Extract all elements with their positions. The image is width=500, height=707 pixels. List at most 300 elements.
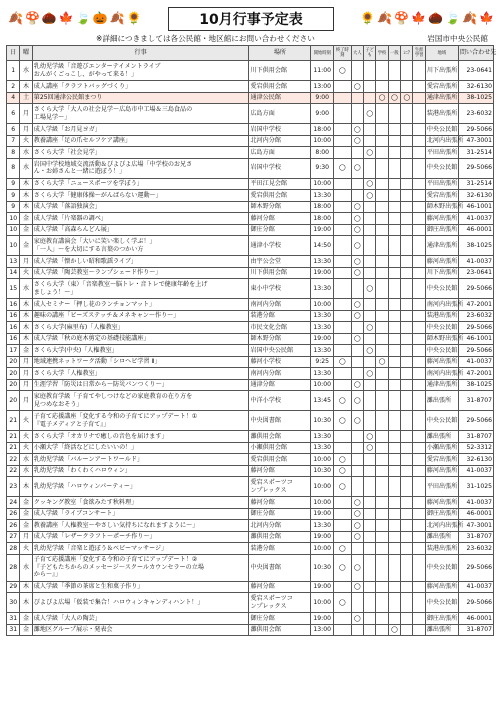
- event-cell: さくら大学「人権教室」: [32, 368, 249, 380]
- table-row: [7, 224, 494, 236]
- place-cell: 広島方面: [249, 104, 311, 124]
- senior-mark: [401, 543, 413, 555]
- phone-cell: 32-6130: [458, 190, 493, 202]
- school-mark: [376, 345, 388, 357]
- contact-cell: 藤河出張所: [425, 581, 458, 593]
- senior-mark: [401, 368, 413, 380]
- end-time-cell: [334, 310, 352, 322]
- contact-cell: 川下出張所: [425, 61, 458, 81]
- child-mark: [363, 124, 375, 136]
- contact-cell: 川下出張所: [425, 267, 458, 279]
- start-time-cell: 11:00: [311, 61, 334, 81]
- school-mark: [376, 322, 388, 334]
- contact-cell: 平田出張所: [425, 477, 458, 497]
- contact-cell: 藤河出張所: [425, 465, 458, 477]
- event-cell: 乳幼児学級「バルーンアートワールド」: [32, 454, 249, 466]
- phone-cell: 23-6032: [458, 543, 493, 555]
- place-cell: 岩国中学校: [249, 158, 311, 178]
- senior-mark: [401, 147, 413, 159]
- adult-mark: ◯: [351, 224, 363, 236]
- place-cell: 愛宕スポーツコ ンプレックス: [249, 593, 311, 613]
- adult-mark: ◯: [351, 613, 363, 625]
- autumn-leaf-icon: 🍁: [479, 11, 494, 25]
- event-cell: 地域連携ネットワーク活動「シロヘビ学習 Ⅱ」: [32, 356, 249, 368]
- school-mark: [376, 442, 388, 454]
- event-cell: ぴよぴよ広場「仮装で集合！ハロウィンキャンディハント！」: [32, 593, 249, 613]
- weekday-cell: 水: [20, 465, 32, 477]
- page-title: 10月行事予定表: [168, 7, 334, 31]
- end-time-cell: [334, 104, 352, 124]
- event-cell: 乳幼児学級「ハロウィンパーティー」: [32, 477, 249, 497]
- event-cell: 家庭教育講演会「大いに笑い楽しく学ぶ！」 「一人」～を大切にする言葉のつかい方: [32, 236, 249, 256]
- place-cell: 川下供用会館: [249, 267, 311, 279]
- general-mark: [388, 465, 400, 477]
- weekday-cell: 水: [20, 454, 32, 466]
- end-time-cell: ◯: [334, 543, 352, 555]
- col-school: 学校: [376, 46, 388, 61]
- day-cell: 17: [7, 345, 20, 357]
- weekday-cell: 水: [20, 279, 32, 299]
- weekday-cell: 木: [20, 593, 32, 613]
- table-row: [7, 178, 494, 190]
- general-mark: [388, 391, 400, 411]
- place-cell: 御庄分館: [249, 508, 311, 520]
- adult-mark: ◯: [351, 81, 363, 93]
- day-cell: 16: [7, 299, 20, 311]
- schedule-table: [6, 45, 497, 636]
- start-time-cell: 19:00: [311, 613, 334, 625]
- phone-cell: 29-5066: [458, 411, 493, 431]
- adult-mark: [351, 465, 363, 477]
- senior-mark: [401, 356, 413, 368]
- contact-cell: 師木野出張所: [425, 333, 458, 345]
- lifelong-mark: [413, 190, 425, 202]
- col-place: 場所: [249, 46, 311, 61]
- weekday-cell: 月: [20, 379, 32, 391]
- event-cell: 成人学級「季節の茶席と生和菓子作り」: [32, 581, 249, 593]
- senior-mark: [401, 236, 413, 256]
- start-time-cell: 9:30: [311, 158, 334, 178]
- weekday-cell: 金: [20, 345, 32, 357]
- day-cell: 15: [7, 279, 20, 299]
- lifelong-mark: [413, 454, 425, 466]
- col-senior: ｼﾆｱ: [401, 46, 413, 61]
- table-row: [7, 279, 494, 299]
- col-general: 一般: [388, 46, 400, 61]
- start-time-cell: 19:00: [311, 581, 334, 593]
- general-mark: [388, 520, 400, 532]
- table-row: [7, 531, 494, 543]
- phone-cell: 29-5066: [458, 158, 493, 178]
- school-mark: [376, 454, 388, 466]
- adult-mark: [351, 190, 363, 202]
- autumn-leaf-icon: 🍂: [8, 11, 23, 25]
- event-cell: 成人講座「クラフトバッグづくり」: [32, 81, 249, 93]
- end-time-cell: [334, 624, 352, 636]
- end-time-cell: [334, 322, 352, 334]
- phone-cell: 41-0037: [458, 213, 493, 225]
- lifelong-mark: [413, 124, 425, 136]
- day-cell: 26: [7, 520, 20, 532]
- day-cell: 8: [7, 147, 20, 159]
- table-row: [7, 581, 494, 593]
- col-contact: 問い合わせ先: [458, 46, 493, 61]
- place-cell: 藤河分館: [249, 497, 311, 509]
- lifelong-mark: [413, 442, 425, 454]
- phone-cell: 29-5066: [458, 124, 493, 136]
- lifelong-mark: [413, 256, 425, 268]
- day-cell: 14: [7, 267, 20, 279]
- place-cell: 藤河分館: [249, 465, 311, 477]
- place-cell: 中央図書館: [249, 411, 311, 431]
- general-mark: [388, 508, 400, 520]
- lifelong-mark: [413, 379, 425, 391]
- general-mark: [388, 256, 400, 268]
- table-row: [7, 477, 494, 497]
- event-cell: さくら大学「健康体操～がんばらない運動～」: [32, 190, 249, 202]
- table-row: [7, 92, 494, 104]
- contact-cell: 装港出張所: [425, 104, 458, 124]
- event-cell: さくら大学「オカリナで癒しの音色を届けます」: [32, 431, 249, 443]
- school-mark: [376, 135, 388, 147]
- table-row: [7, 543, 494, 555]
- senior-mark: [401, 379, 413, 391]
- table-row: [7, 368, 494, 380]
- day-cell: 16: [7, 322, 20, 334]
- general-mark: [388, 593, 400, 613]
- school-mark: [376, 477, 388, 497]
- autumn-leaf-icon: 🍁: [58, 11, 74, 25]
- phone-cell: 41-0037: [458, 581, 493, 593]
- adult-mark: ◯: [351, 201, 363, 213]
- end-time-cell: ◯: [334, 356, 352, 368]
- senior-mark: [401, 178, 413, 190]
- weekday-cell: 金: [20, 497, 32, 509]
- school-mark: [376, 531, 388, 543]
- weekday-cell: 金: [20, 224, 32, 236]
- general-mark: [388, 356, 400, 368]
- lifelong-mark: [413, 508, 425, 520]
- place-cell: 通津小学校: [249, 236, 311, 256]
- child-mark: [363, 543, 375, 555]
- senior-mark: [401, 593, 413, 613]
- school-mark: [376, 310, 388, 322]
- child-mark: [363, 593, 375, 613]
- end-time-cell: [334, 147, 352, 159]
- lifelong-mark: [413, 391, 425, 411]
- place-cell: 愛宕スポーツコ ンプレックス: [249, 477, 311, 497]
- table-row: [7, 147, 494, 159]
- general-mark: [388, 201, 400, 213]
- end-time-cell: [334, 368, 352, 380]
- start-time-cell: 13:30: [311, 279, 334, 299]
- weekday-cell: 月: [20, 124, 32, 136]
- table-row: [7, 158, 494, 178]
- end-time-cell: ◯: [334, 454, 352, 466]
- weekday-cell: 木: [20, 333, 32, 345]
- col-lifelong: 生涯学習: [413, 46, 425, 61]
- day-cell: 9: [7, 201, 20, 213]
- table-row: [7, 431, 494, 443]
- adult-mark: ◯: [351, 520, 363, 532]
- phone-cell: 47-3001: [458, 135, 493, 147]
- phone-cell: 32-6130: [458, 454, 493, 466]
- adult-mark: ◯: [351, 158, 363, 178]
- table-row: [7, 593, 494, 613]
- school-mark: [376, 333, 388, 345]
- contact-cell: 藤河出張所: [425, 213, 458, 225]
- child-mark: [363, 135, 375, 147]
- school-mark: [376, 178, 388, 190]
- weekday-cell: 月: [20, 368, 32, 380]
- table-row: [7, 508, 494, 520]
- phone-cell: 38-1025: [458, 92, 493, 104]
- weekday-cell: 木: [20, 322, 32, 334]
- child-mark: [363, 92, 375, 104]
- general-mark: [388, 554, 400, 581]
- adult-mark: ◯: [351, 267, 363, 279]
- lifelong-mark: [413, 333, 425, 345]
- child-mark: ◯: [363, 104, 375, 124]
- senior-mark: [401, 442, 413, 454]
- child-mark: ◯: [363, 322, 375, 334]
- lifelong-mark: [413, 465, 425, 477]
- general-mark: [388, 543, 400, 555]
- start-time-cell: 9:00: [311, 92, 334, 104]
- contact-cell: 御庄出張所: [425, 508, 458, 520]
- start-time-cell: 13:30: [311, 310, 334, 322]
- senior-mark: [401, 465, 413, 477]
- lifelong-mark: [413, 224, 425, 236]
- day-cell: 6: [7, 104, 20, 124]
- start-time-cell: 19:00: [311, 224, 334, 236]
- lifelong-mark: [413, 92, 425, 104]
- contact-cell: 通津出張所: [425, 236, 458, 256]
- end-time-cell: ◯: [334, 158, 352, 178]
- autumn-leaf-icon: 🍁: [411, 11, 427, 25]
- senior-mark: [401, 477, 413, 497]
- col-area: 地域: [425, 46, 458, 61]
- end-time-cell: [334, 267, 352, 279]
- event-cell: 家庭教育学級「子育てやしつけなどの家庭教育の在り方を 見つめなおそう」: [32, 391, 249, 411]
- school-mark: [376, 256, 388, 268]
- phone-cell: 46-1001: [458, 333, 493, 345]
- place-cell: 市民文化会館: [249, 322, 311, 334]
- event-cell: 成人学級「陶芸教室～ランプシェード作り～」: [32, 267, 249, 279]
- child-mark: [363, 531, 375, 543]
- school-mark: [376, 497, 388, 509]
- phone-cell: 23-6032: [458, 310, 493, 322]
- place-cell: 師木野分館: [249, 201, 311, 213]
- general-mark: [388, 190, 400, 202]
- autumn-leaf-icon: 🍄: [24, 11, 40, 25]
- day-cell: 21: [7, 442, 20, 454]
- event-cell: 成人学級「レザークラフト～ポーチ作り～」: [32, 531, 249, 543]
- place-cell: 南河内分館: [249, 299, 311, 311]
- general-mark: [388, 135, 400, 147]
- contact-cell: 装港出張所: [425, 543, 458, 555]
- event-cell: 成人学級「片楽器の調べ」: [32, 213, 249, 225]
- event-cell: さくら大学「社会見学」: [32, 147, 249, 159]
- end-time-cell: ◯: [334, 554, 352, 581]
- event-cell: 成人学級「大人の陶芸」: [32, 613, 249, 625]
- lifelong-mark: [413, 104, 425, 124]
- adult-mark: ◯: [351, 213, 363, 225]
- senior-mark: [401, 554, 413, 581]
- contact-cell: 南河内出張所: [425, 368, 458, 380]
- autumn-leaf-icon: 🍃: [445, 11, 461, 25]
- end-time-cell: ◯: [334, 477, 352, 497]
- day-cell: 20: [7, 368, 20, 380]
- contact-cell: 通津出張所: [425, 92, 458, 104]
- col-event: 行事: [32, 46, 249, 61]
- lifelong-mark: [413, 411, 425, 431]
- school-mark: [376, 368, 388, 380]
- place-cell: 藤河分館: [249, 213, 311, 225]
- contact-cell: 藤河出張所: [425, 256, 458, 268]
- day-cell: 22: [7, 465, 20, 477]
- end-time-cell: [334, 124, 352, 136]
- senior-mark: [401, 431, 413, 443]
- general-mark: [388, 477, 400, 497]
- adult-mark: ◯: [351, 256, 363, 268]
- adult-mark: [351, 322, 363, 334]
- phone-cell: 29-5066: [458, 554, 493, 581]
- weekday-cell: 火: [20, 267, 32, 279]
- end-time-cell: [334, 256, 352, 268]
- adult-mark: [351, 178, 363, 190]
- phone-cell: 46-0001: [458, 224, 493, 236]
- lifelong-mark: [413, 477, 425, 497]
- table-row: [7, 267, 494, 279]
- lifelong-mark: [413, 613, 425, 625]
- school-mark: [376, 267, 388, 279]
- day-cell: 21: [7, 411, 20, 431]
- phone-cell: 38-1025: [458, 379, 493, 391]
- start-time-cell: 18:00: [311, 124, 334, 136]
- general-mark: [388, 213, 400, 225]
- place-cell: 装港分館: [249, 310, 311, 322]
- school-mark: [376, 508, 388, 520]
- general-mark: [388, 497, 400, 509]
- start-time-cell: 10:00: [311, 299, 334, 311]
- lifelong-mark: [413, 267, 425, 279]
- school-mark: [376, 224, 388, 236]
- adult-mark: [351, 431, 363, 443]
- senior-mark: [401, 256, 413, 268]
- phone-cell: 46-0001: [458, 508, 493, 520]
- place-cell: 御庄分館: [249, 613, 311, 625]
- table-row: [7, 391, 494, 411]
- child-mark: [363, 267, 375, 279]
- contact-cell: 灘出張所: [425, 531, 458, 543]
- phone-cell: 29-5066: [458, 345, 493, 357]
- school-mark: ◯: [376, 356, 388, 368]
- start-time-cell: 10:00: [311, 135, 334, 147]
- senior-mark: [401, 454, 413, 466]
- end-time-cell: [334, 135, 352, 147]
- lifelong-mark: [413, 201, 425, 213]
- place-cell: 岩国中央公民館: [249, 345, 311, 357]
- event-cell: 第25回通津公民館まつり: [32, 92, 249, 104]
- autumn-leaf-icon: 🍂: [109, 11, 125, 25]
- general-mark: [388, 442, 400, 454]
- end-time-cell: ◯: [334, 411, 352, 431]
- lifelong-mark: [413, 178, 425, 190]
- school-mark: [376, 201, 388, 213]
- start-time-cell: 10:00: [311, 454, 334, 466]
- phone-cell: 41-0037: [458, 465, 493, 477]
- adult-mark: [351, 543, 363, 555]
- end-time-cell: [334, 299, 352, 311]
- place-cell: 灘供用会館: [249, 431, 311, 443]
- weekday-cell: 金: [20, 520, 32, 532]
- table-row: [7, 454, 494, 466]
- autumn-decoration-right: [354, 6, 494, 30]
- event-cell: 灘地区グループ展示・発表会: [32, 624, 249, 636]
- phone-cell: 23-0641: [458, 61, 493, 81]
- general-mark: [388, 236, 400, 256]
- event-cell: 成人学級「懐かしい昭和歌謡ライブ」: [32, 256, 249, 268]
- start-time-cell: 14:50: [311, 236, 334, 256]
- weekday-cell: 木: [20, 190, 32, 202]
- col-adult: 大人: [351, 46, 363, 61]
- day-cell: 20: [7, 356, 20, 368]
- senior-mark: [401, 81, 413, 93]
- school-mark: [376, 581, 388, 593]
- place-cell: 中洋小学校: [249, 391, 311, 411]
- general-mark: [388, 431, 400, 443]
- senior-mark: [401, 61, 413, 81]
- school-mark: [376, 431, 388, 443]
- place-cell: 広島方面: [249, 147, 311, 159]
- end-time-cell: [334, 531, 352, 543]
- col-start: 開始時刻: [311, 46, 334, 61]
- general-mark: ◯: [388, 92, 400, 104]
- event-cell: さくら大学(中央)「人権教室」: [32, 345, 249, 357]
- start-time-cell: 10:00: [311, 477, 334, 497]
- weekday-cell: 水: [20, 158, 32, 178]
- lifelong-mark: [413, 624, 425, 636]
- place-cell: 装港分館: [249, 543, 311, 555]
- school-mark: ◯: [376, 92, 388, 104]
- day-cell: 1: [7, 61, 20, 81]
- adult-mark: [351, 368, 363, 380]
- phone-cell: 29-5066: [458, 279, 493, 299]
- weekday-cell: 月: [20, 356, 32, 368]
- contact-cell: 愛宕出張所: [425, 454, 458, 466]
- day-cell: 10: [7, 213, 20, 225]
- weekday-cell: 水: [20, 147, 32, 159]
- weekday-cell: 金: [20, 613, 32, 625]
- general-mark: [388, 81, 400, 93]
- child-mark: [363, 613, 375, 625]
- autumn-leaf-icon: 🍃: [75, 11, 91, 25]
- child-mark: [363, 477, 375, 497]
- general-mark: [388, 322, 400, 334]
- school-mark: [376, 593, 388, 613]
- autumn-leaf-icon: 🌰: [428, 11, 444, 25]
- phone-cell: 31-2514: [458, 147, 493, 159]
- start-time-cell: 13:30: [311, 442, 334, 454]
- general-mark: [388, 454, 400, 466]
- child-mark: ◯: [363, 190, 375, 202]
- school-mark: [376, 520, 388, 532]
- day-cell: 13: [7, 256, 20, 268]
- autumn-decoration-left: [8, 6, 148, 30]
- school-mark: [376, 543, 388, 555]
- table-row: [7, 213, 494, 225]
